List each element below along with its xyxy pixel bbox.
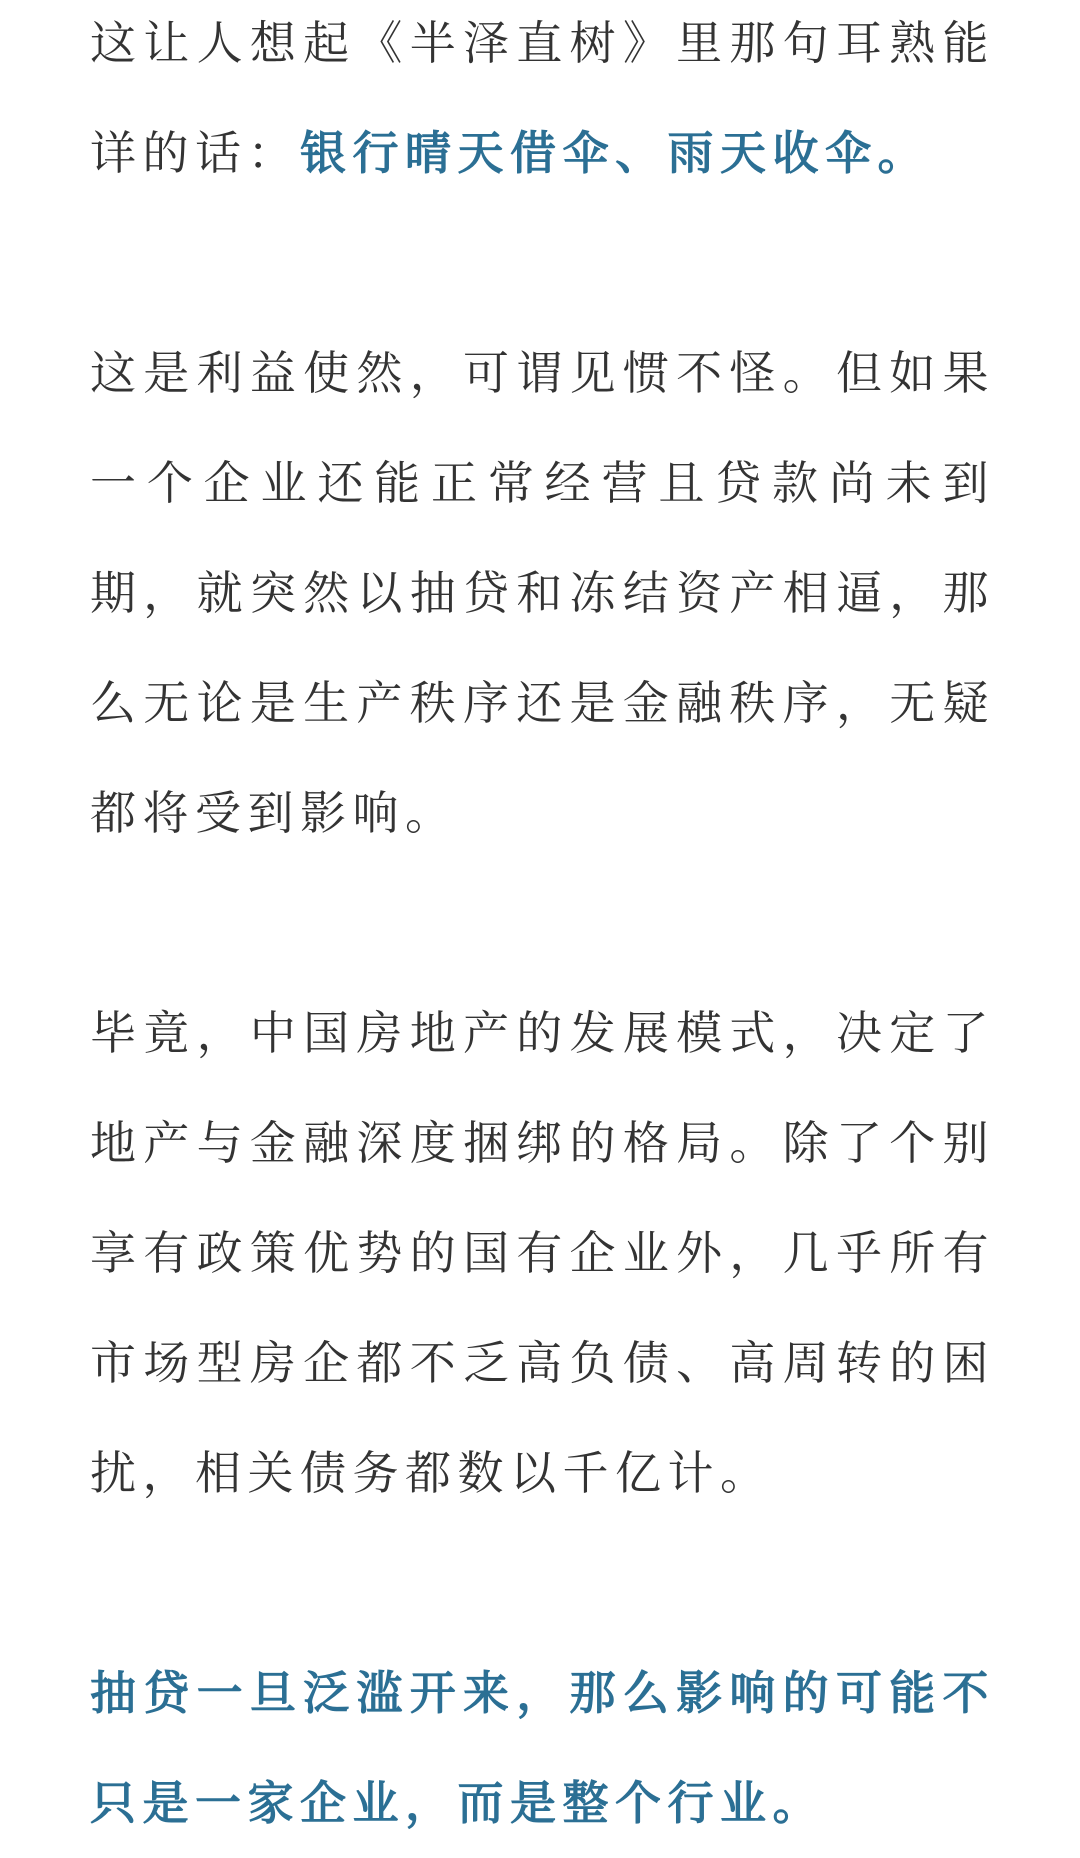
highlighted-quote: 银行晴天借伞、雨天收伞。 — [300, 126, 930, 180]
paragraph-hanzawa-quote — [90, 0, 995, 208]
paragraph-interest: 这是利益使然，可谓见惯不怪。但如果一个企业还能正常经营且贷款尚未到期，就突然以抽贷和冻结资产相逼，那么无论是生产秩序还是金融秩序，无疑都将受到影响。 — [90, 346, 995, 840]
paragraph-conclusion-highlight: 抽贷一旦泛滥开来，那么影响的可能不只是一家企业，而是整个行业。 — [90, 1666, 995, 1830]
paragraph-text: 这让人想起《半泽直树》里那句耳熟能详的话： — [90, 16, 995, 180]
paragraph-real-estate-model: 毕竟，中国房地产的发展模式，决定了地产与金融深度捆绑的格局。除了个别享有政策优势的国有企业外，几乎所有市场型房企都不乏高负债、高周转的困扰，相关债务都数以千亿计。 — [90, 1006, 995, 1500]
article-body — [90, 0, 995, 1858]
